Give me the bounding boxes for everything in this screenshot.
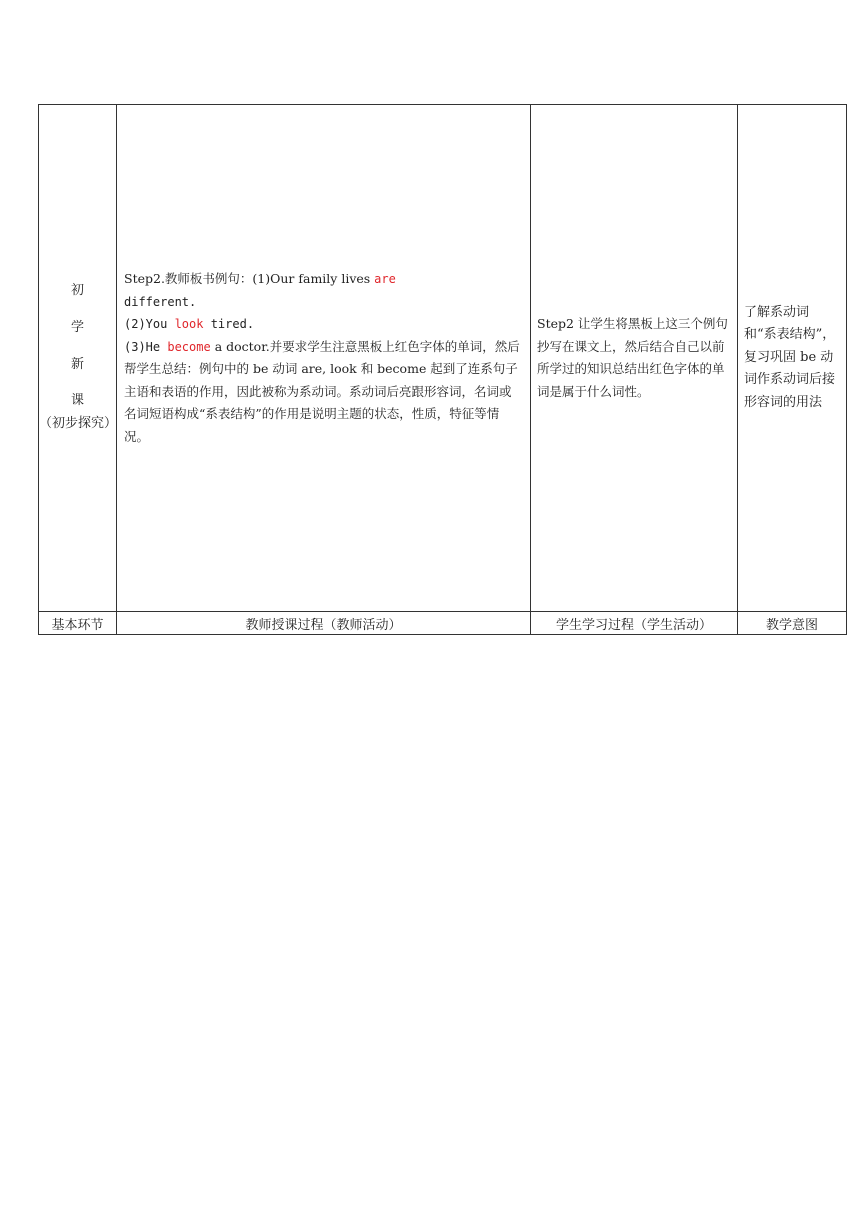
header-teacher-process: 教师授课过程（教师活动） [117,612,531,635]
teacher-activity-cell [117,105,531,612]
stage-char: 初 [70,283,84,299]
highlighted-word-look: look [174,317,204,331]
stage-char: 课 [70,393,84,409]
teacher-text: (2)You [124,317,175,331]
header-row [39,612,847,635]
stage-char: 学 [70,319,84,335]
teacher-line-1 [124,271,396,286]
student-activity-cell [531,105,738,612]
stage-cell [39,105,117,612]
teaching-intent-cell [738,105,847,612]
stage-char: 新 [70,356,84,372]
highlighted-word-become: become [167,339,211,354]
teaching-intent-text: 了解系动词和“系表结构”，复习巩固 be 动词作系动词后接形容词的用法 [744,304,836,410]
stage-subtitle: （初步探究） [39,415,118,431]
header-student-process: 学生学习过程（学生活动） [531,612,738,635]
teacher-line-2: different. [124,294,197,309]
teacher-line-4 [124,336,523,449]
header-basic-stage: 基本环节 [39,612,117,635]
student-activity-text: Step2 让学生将黑板上这三个例句抄写在课文上，然后结合自己以前所学过的知识总结出红色字体的单词是属于什么词性。 [537,316,728,399]
highlighted-word-are: are [374,272,396,286]
header-teaching-intent: 教学意图 [738,612,847,635]
stage-row [39,105,847,612]
teacher-text: Step2.教师板书例句：(1)Our family lives [124,271,375,286]
teacher-line-3 [124,313,523,336]
lesson-plan-table [38,104,847,635]
teacher-text: a doctor.并要求学生注意黑板上红色字体的单词，然后帮学生总结：例句中的 be 动词 are, look 和 become 起到了连系句子主语和表语的作用，因此被称为系动词。系动词后亮跟形容词，名词或名词短语构成“系表结构”的作用是说明主题的状态，性质，特征等情况。 [124,338,520,444]
teacher-text: (3)He [124,339,168,354]
teacher-text: tired. [203,317,255,331]
